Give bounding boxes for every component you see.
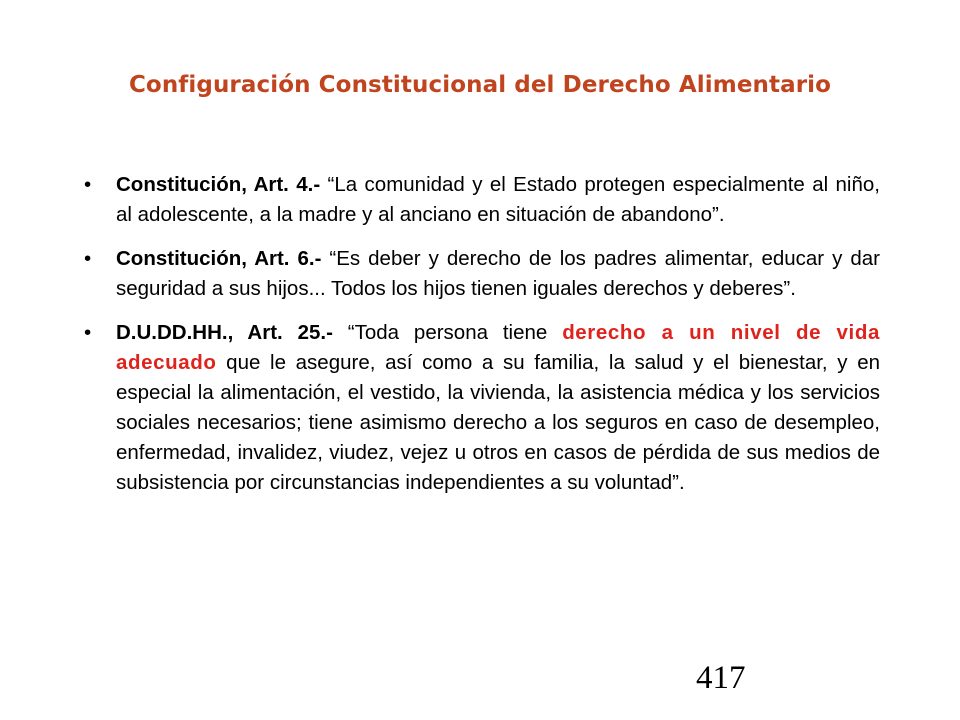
bullet-label: Constitución, Art. 4.- bbox=[116, 173, 321, 196]
bullet-text: “Es deber y derecho de los padres alimentar, educar y dar seguridad a sus hijos... Todos los hijos tienen iguales derechos y deberes”. bbox=[116, 247, 880, 300]
bullet-dot-icon: • bbox=[84, 173, 92, 196]
bullet-text-before: “Toda persona tiene bbox=[332, 321, 563, 344]
bullet-label: D.U.DD.HH., Art. 25.- bbox=[116, 321, 333, 344]
bullet-text-after: que le asegure, así como a su familia, la salud y el bienestar, y en especial la alimentación, el vestido, la vivienda, la asistencia médica y los servicios sociales necesarios; tiene asimismo derecho a los seguros en caso de desempleo, enfermedad, invalidez, viudez, vejez u otros en casos de pérdida de sus medios de subsistencia por circunstancias independientes a su voluntad”. bbox=[116, 351, 880, 494]
bullet-item-art-25 bbox=[84, 318, 880, 498]
page-number: 417 bbox=[696, 660, 746, 696]
bullet-text: “La comunidad y el Estado protegen especialmente al niño, al adolescente, a la madre y al anciano en situación de abandono”. bbox=[116, 173, 880, 226]
bullet-label: Constitución, Art. 6.- bbox=[116, 247, 322, 270]
bullet-list bbox=[84, 170, 880, 512]
bullet-dot-icon: • bbox=[84, 321, 92, 344]
bullet-item-art-4 bbox=[84, 170, 880, 230]
bullet-dot-icon: • bbox=[84, 247, 92, 270]
bullet-item-art-6 bbox=[84, 244, 880, 304]
bullet-highlight: derecho a un nivel de vida adecuado bbox=[116, 321, 880, 374]
slide-title: Configuración Constitucional del Derecho Alimentario bbox=[128, 72, 832, 98]
